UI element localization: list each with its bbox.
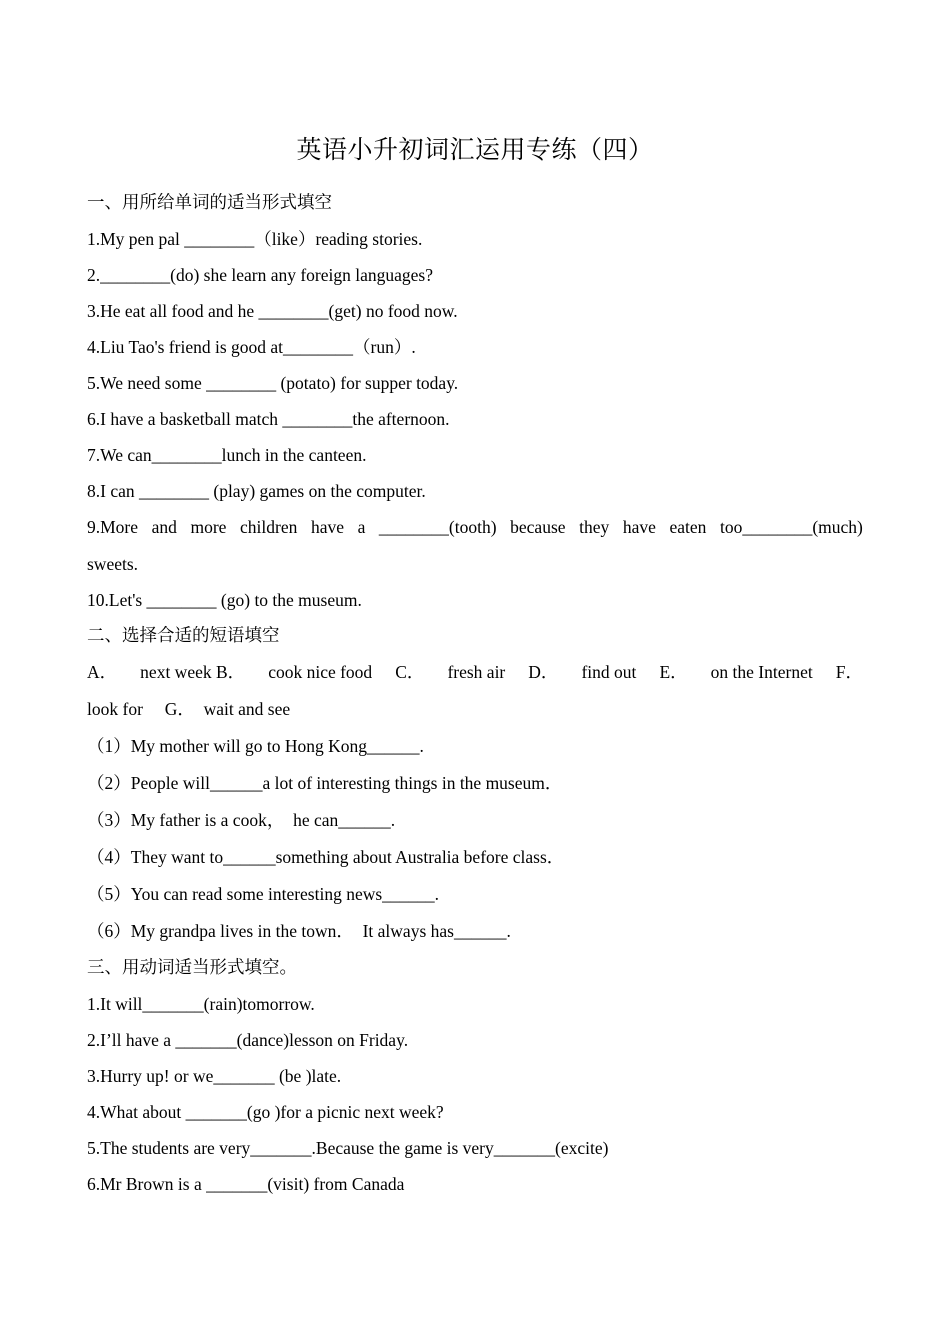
option-token: A． bbox=[87, 662, 118, 682]
exercise-item: 4.Liu Tao's friend is good at________（run）. bbox=[87, 337, 416, 357]
option-token: on the Internet bbox=[710, 662, 813, 682]
word: have bbox=[622, 517, 656, 537]
word: children bbox=[240, 517, 298, 537]
option-token: cook nice food bbox=[268, 662, 373, 682]
exercise-item: （2）People will______a lot of interesting things in the museum． bbox=[87, 773, 563, 793]
options-line: look for G． wait and see bbox=[87, 699, 291, 719]
exercise-item: 3.Hurry up! or we_______ (be )late. bbox=[87, 1066, 342, 1086]
option-token: D． bbox=[528, 662, 559, 682]
exercise-item: 1.My pen pal ________（like）reading stories. bbox=[87, 229, 423, 249]
section-heading: 二、选择合适的短语填空 bbox=[87, 626, 280, 646]
exercise-item: 8.I can ________ (play) games on the computer. bbox=[87, 481, 426, 501]
exercise-item: （1）My mother will go to Hong Kong______. bbox=[87, 736, 424, 756]
exercise-item: （6）My grandpa lives in the town． It always has______. bbox=[87, 921, 511, 941]
exercise-item: 3.He eat all food and he ________(get) no food now. bbox=[87, 301, 458, 321]
option-token: C． bbox=[395, 662, 425, 682]
option-token: E． bbox=[659, 662, 688, 682]
word: too________(much) bbox=[719, 517, 863, 537]
page-title: 英语小升初词汇运用专练（四） bbox=[296, 135, 654, 164]
word: eaten bbox=[669, 517, 707, 537]
exercise-item: 7.We can________lunch in the canteen. bbox=[87, 445, 367, 465]
option-token: F． bbox=[835, 662, 863, 682]
exercise-item-continuation: sweets. bbox=[87, 554, 139, 574]
word: they bbox=[579, 517, 610, 537]
options-line bbox=[87, 654, 863, 691]
exercise-item-justified bbox=[87, 509, 863, 546]
word: and bbox=[151, 517, 177, 537]
exercise-item: 10.Let's ________ (go) to the museum. bbox=[87, 590, 362, 610]
exercise-item: （5）You can read some interesting news______. bbox=[87, 884, 440, 904]
word: because bbox=[510, 517, 566, 537]
section-heading: 三、用动词适当形式填空。 bbox=[87, 958, 297, 978]
document-body bbox=[87, 185, 863, 1202]
exercise-item: 4.What about _______(go )for a picnic next week? bbox=[87, 1102, 444, 1122]
word: 9.More bbox=[87, 517, 139, 537]
word: ________(tooth) bbox=[378, 517, 497, 537]
word: a bbox=[357, 517, 366, 537]
word: have bbox=[310, 517, 344, 537]
option-token: find out bbox=[581, 662, 637, 682]
exercise-item: 2.________(do) she learn any foreign languages? bbox=[87, 265, 434, 285]
exercise-item: （3）My father is a cook， he can______. bbox=[87, 810, 396, 830]
exercise-item: 6.I have a basketball match ________the afternoon. bbox=[87, 409, 450, 429]
exercise-item: （4）They want to______something about Australia before class． bbox=[87, 847, 565, 867]
option-token: next week B． bbox=[140, 662, 246, 682]
exercise-item: 1.It will_______(rain)tomorrow. bbox=[87, 994, 315, 1014]
section-heading: 一、用所给单词的适当形式填空 bbox=[87, 193, 332, 213]
exercise-item: 5.The students are very_______.Because the game is very_______(excite) bbox=[87, 1138, 609, 1158]
exercise-item: 6.Mr Brown is a _______(visit) from Canada bbox=[87, 1174, 405, 1194]
exercise-item: 2.I’ll have a _______(dance)lesson on Friday. bbox=[87, 1030, 409, 1050]
word: more bbox=[190, 517, 227, 537]
exercise-item: 5.We need some ________ (potato) for supper today. bbox=[87, 373, 459, 393]
option-token: fresh air bbox=[447, 662, 506, 682]
